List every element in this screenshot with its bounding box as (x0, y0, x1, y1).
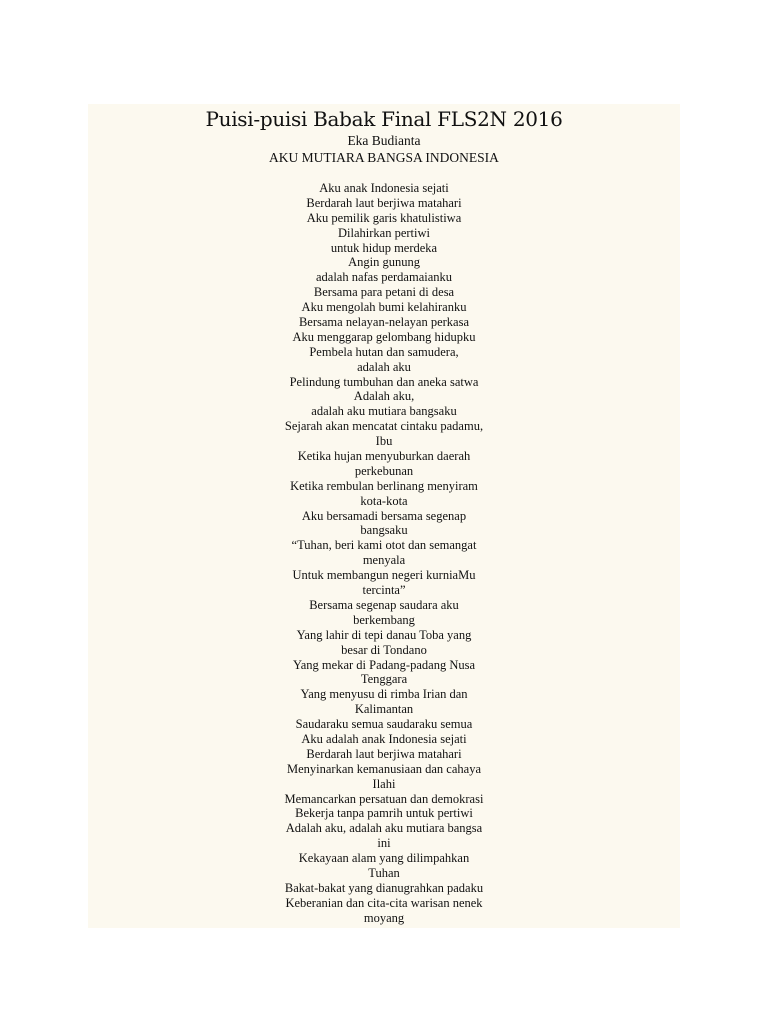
poem-line: Kalimantan (354, 702, 414, 717)
poem-line: ini (377, 836, 391, 851)
poem-line: Aku bersamadi bersama segenap (301, 508, 467, 523)
poem-line: Bakat-bakat yang dianugrahkan padaku (284, 880, 484, 895)
poem-line: Tuhan (368, 865, 400, 880)
poem-line: Aku menggarap gelombang hidupku (292, 329, 476, 344)
poem-line: Ketika rembulan berlinang menyiram (290, 478, 478, 493)
poem-line: Untuk membangun negeri kurniaMu (292, 568, 476, 583)
document-page (88, 104, 680, 928)
poem-line: Dilahirkan pertiwi (338, 225, 430, 240)
poem-line: tercinta” (362, 583, 406, 598)
poem-line: adalah aku mutiara bangsaku (311, 404, 457, 419)
poem-line: untuk hidup merdeka (330, 240, 438, 255)
poem-line: Menyinarkan kemanusiaan dan cahaya (286, 761, 481, 776)
poem-line: Aku adalah anak Indonesia sejati (301, 731, 467, 746)
poem-line: Berdarah laut berjiwa matahari (306, 746, 462, 761)
poem-line: Adalah aku, (353, 389, 415, 404)
poem-line: Pembela hutan dan samudera, (309, 344, 459, 359)
poem-line: besar di Tondano (341, 642, 427, 657)
poem-line: Pelindung tumbuhan dan aneka satwa (289, 374, 479, 389)
poem-line: Ibu (375, 434, 393, 449)
poem-line: Aku pemilik garis khatulistiwa (306, 210, 462, 225)
poem-line: berkembang (353, 612, 415, 627)
poem-line: Sejarah akan mencatat cintaku padamu, (284, 419, 484, 434)
poem-line: Bersama nelayan-nelayan perkasa (298, 315, 470, 330)
poem-line: kota-kota (360, 493, 408, 508)
poem-line: menyala (362, 553, 406, 568)
poem-line: Angin gunung (348, 255, 420, 270)
poem-line: Ilahi (372, 776, 396, 791)
poem-line: perkebunan (354, 463, 414, 478)
poem-line: Tenggara (360, 672, 408, 687)
poem-line: Bersama para petani di desa (313, 285, 455, 300)
poem-line: Berdarah laut berjiwa matahari (306, 195, 462, 210)
author-name: Eka Budianta (347, 133, 421, 148)
poem-line: Adalah aku, adalah aku mutiara bangsa (285, 821, 483, 836)
poem-line: Bersama segenap saudara aku (309, 597, 459, 612)
poem-line: Yang menyusu di rimba Irian dan (300, 687, 468, 702)
poem-line: Memancarkan persatuan dan demokrasi (284, 791, 484, 806)
poem-line: bangsaku (360, 523, 408, 538)
poem-line: Saudaraku semua saudaraku semua (295, 717, 473, 732)
poem-line: adalah nafas perdamaianku (315, 270, 453, 285)
page-title: Puisi-puisi Babak Final FLS2N 2016 (205, 107, 563, 131)
poem-line: Ketika hujan menyuburkan daerah (297, 449, 471, 464)
poem-line: Yang lahir di tepi danau Toba yang (296, 627, 472, 642)
poem-line: “Tuhan, beri kami otot dan semangat (291, 538, 477, 553)
poem-body (88, 181, 680, 926)
poem-line: Keberanian dan cita-cita warisan nenek (285, 895, 483, 910)
poem-line: Yang mekar di Padang-padang Nusa (292, 657, 476, 672)
poem-line: adalah aku (357, 359, 411, 374)
poem-line: Aku anak Indonesia sejati (319, 181, 449, 195)
poem-line: Aku mengolah bumi kelahiranku (301, 300, 467, 315)
poem-line: moyang (363, 910, 405, 925)
poem-title: AKU MUTIARA BANGSA INDONESIA (269, 150, 499, 165)
poem-line: Kekayaan alam yang dilimpahkan (298, 851, 470, 866)
poem-line: Bekerja tanpa pamrih untuk pertiwi (295, 806, 473, 821)
